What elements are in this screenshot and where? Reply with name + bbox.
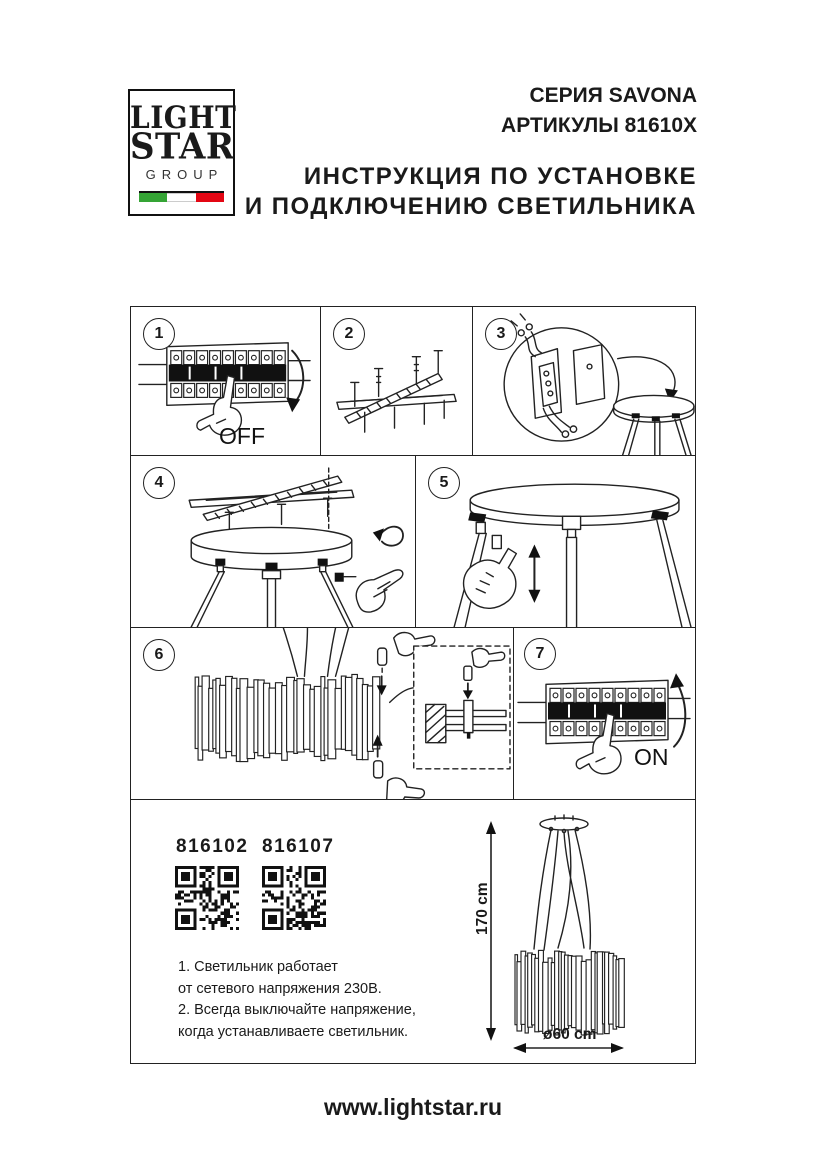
ceiling-canopy bbox=[614, 395, 694, 417]
diameter-dimension-label: ø60 cm bbox=[543, 1026, 597, 1043]
hand-icon bbox=[464, 549, 517, 609]
step-number-badge: 4 bbox=[143, 467, 175, 499]
suspension-cables bbox=[534, 830, 590, 950]
articles-title: АРТИКУЛЫ 81610X bbox=[501, 114, 697, 137]
step-number-badge: 1 bbox=[143, 318, 175, 350]
logo-word-light: LIGHT bbox=[130, 99, 237, 136]
lamp-bulb-icon bbox=[378, 648, 387, 665]
step-number-badge: 5 bbox=[428, 467, 460, 499]
step-number-badge: 2 bbox=[333, 318, 365, 350]
website-url: www.lightstar.ru bbox=[323, 1094, 503, 1120]
ceiling-canopy bbox=[191, 527, 352, 553]
step-panel-3 bbox=[473, 307, 695, 455]
screw-icon bbox=[375, 369, 383, 397]
on-label: ON bbox=[634, 744, 669, 770]
grid-row-1 bbox=[131, 307, 695, 456]
step-number-badge: 3 bbox=[485, 318, 517, 350]
lamp-bulb-icon bbox=[464, 666, 472, 680]
suspension-rods bbox=[191, 572, 353, 627]
note-line: 1. Светильник работает bbox=[178, 959, 338, 975]
ceiling-canopy bbox=[470, 484, 679, 516]
note-line: когда устанавливаете светильник. bbox=[178, 1023, 409, 1040]
note-line: 2. Всегда выключайте напряжение, bbox=[178, 1002, 416, 1018]
lamp-bulb-icon bbox=[374, 761, 383, 778]
grid-row-2 bbox=[131, 456, 695, 628]
qr-code bbox=[175, 866, 239, 930]
doc-title-line1: ИНСТРУКЦИЯ ПО УСТАНОВКЕ bbox=[303, 163, 697, 190]
dimension-drawing bbox=[471, 808, 641, 1054]
screw-icon bbox=[412, 357, 420, 385]
article-code: 816107 bbox=[262, 836, 335, 857]
step-panel-6 bbox=[131, 628, 514, 799]
off-label: OFF bbox=[219, 423, 265, 449]
instruction-grid bbox=[130, 306, 696, 1064]
step-number-badge: 7 bbox=[524, 638, 556, 670]
info-panel bbox=[131, 800, 695, 1063]
turn-on-arrow-icon bbox=[674, 682, 685, 746]
qr-code bbox=[262, 866, 326, 930]
step-panel-4 bbox=[131, 456, 416, 627]
italian-flag-icon bbox=[139, 191, 224, 202]
logo-word-group: GROUP bbox=[145, 167, 224, 182]
step-panel-2 bbox=[321, 307, 473, 455]
chandelier-drum bbox=[515, 950, 624, 1035]
supply-wires bbox=[525, 332, 541, 357]
grid-row-4 bbox=[131, 800, 695, 1063]
hand-icon bbox=[356, 570, 403, 612]
lightstar-logo bbox=[128, 89, 235, 216]
terminal-block bbox=[539, 363, 557, 407]
flag-red-stripe bbox=[196, 193, 224, 202]
step-panel-5 bbox=[416, 456, 695, 627]
step-panel-7 bbox=[514, 628, 695, 799]
step-panel-1 bbox=[131, 307, 321, 455]
suspension-cables bbox=[283, 628, 348, 676]
article-code: 816102 bbox=[176, 836, 249, 857]
grid-row-3 bbox=[131, 628, 695, 800]
flag-green-stripe bbox=[139, 193, 167, 202]
step-number-badge: 6 bbox=[143, 639, 175, 671]
cable-lock bbox=[335, 573, 344, 582]
safety-notes bbox=[178, 957, 416, 1043]
series-title: СЕРИЯ SAVONA bbox=[529, 84, 697, 107]
cable-gripper bbox=[492, 535, 501, 548]
screw-icon bbox=[434, 351, 442, 373]
doc-title-line2: И ПОДКЛЮЧЕНИЮ СВЕТИЛЬНИКА bbox=[244, 193, 697, 220]
note-line: от сетевого напряжения 230В. bbox=[178, 980, 382, 997]
chandelier-drum bbox=[195, 674, 380, 761]
ceiling-canopy bbox=[540, 818, 588, 830]
hand-icon bbox=[387, 778, 425, 799]
logo-word-star: STAR bbox=[130, 125, 235, 168]
lamp-installation-illustration bbox=[131, 628, 513, 799]
turn-off-arrow-icon bbox=[292, 351, 303, 404]
height-dimension-label: 170 cm bbox=[474, 882, 491, 935]
flag-white-stripe bbox=[167, 193, 195, 202]
